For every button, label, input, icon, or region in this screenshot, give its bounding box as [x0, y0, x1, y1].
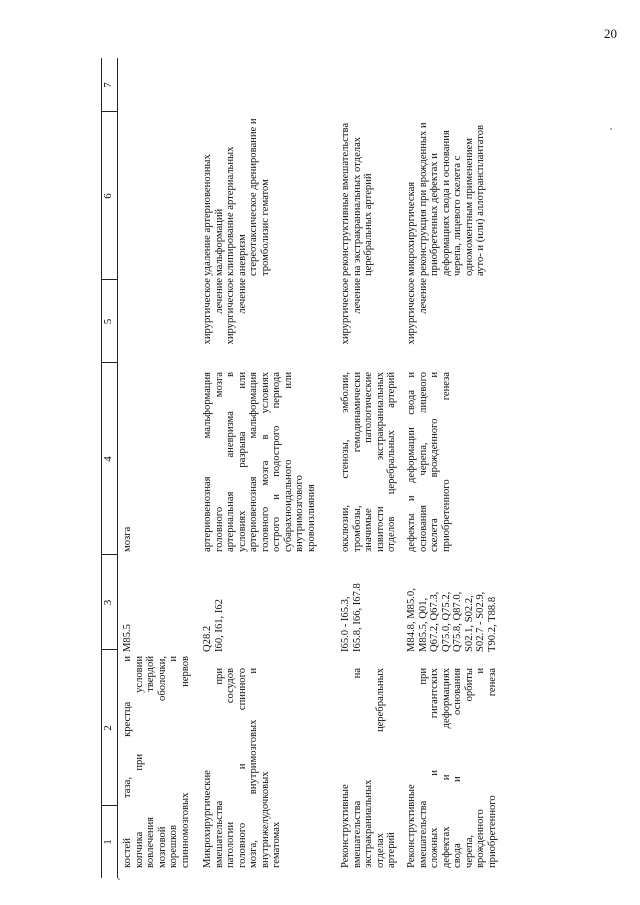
text-line: внутримозгового [294, 475, 305, 552]
block2-treatment [202, 278, 248, 366]
block4-service-name [406, 668, 498, 868]
text-line: основания черепа, лицевого [417, 372, 429, 552]
text-line: артериовенозная мальформация [248, 372, 259, 552]
text-line: кровоизлияния [305, 484, 317, 552]
column-number: 3 [102, 599, 114, 606]
text-line: лечение [236, 278, 248, 314]
text-line: условиях разрыва или [236, 372, 248, 552]
text-line: копчика при условии [133, 656, 145, 868]
block3-codes [340, 552, 363, 652]
column-number: 5 [102, 318, 114, 325]
text-line: удаление артериовенозных [202, 154, 213, 276]
text-line: отделов церебральных артерий [386, 372, 397, 552]
block3-method [340, 86, 375, 276]
text-line: одномоментным применением [463, 138, 475, 276]
text-line: сложных и гигантских [429, 668, 440, 868]
text-line: аневризм [236, 234, 248, 276]
text-line: деформациях свода и основания [440, 130, 452, 276]
text-line: Q75.0, Q75.2, [440, 591, 452, 652]
text-line: вмешательства при [213, 668, 225, 868]
text-line: микрохирургическая [406, 181, 417, 276]
text-line: вмешательства на [351, 668, 363, 868]
text-line: клипирование артериальных [225, 146, 236, 276]
text-line: врожденного и [475, 668, 486, 868]
text-line: мозговой оболочки, [156, 656, 168, 868]
text-line: S02.7 - S02.9, [475, 591, 486, 652]
text-line: реконструктивные вмешательства [340, 122, 351, 276]
column-number: 2 [102, 725, 114, 731]
block2-diagnosis [202, 372, 317, 552]
text-line: S02.1, S02.2, [463, 595, 475, 652]
block3-treatment [340, 278, 363, 366]
scan-speck [118, 878, 120, 880]
text-line: гематомах [271, 821, 282, 868]
text-line: T90.2, T88.8 [486, 596, 498, 652]
text-line: стереотаксическое дренирование и [248, 118, 259, 276]
text-line: лечение [213, 278, 225, 314]
text-line: артериальная аневризма в [225, 372, 236, 552]
text-line: черепа, лицевого скелета с [452, 155, 463, 276]
text-line: свода и основания [452, 668, 463, 868]
rotated-table [98, 58, 618, 878]
text-line: лечение [351, 278, 363, 314]
text-line: корешков и [168, 656, 179, 868]
text-line: лечение [417, 278, 429, 314]
text-line: приобретенного генеза [440, 372, 452, 552]
text-line: спинномозговых нервов [179, 656, 191, 868]
table-rule [117, 58, 118, 878]
text-line: ауто- и (или) аллотрансплантатов [475, 124, 486, 276]
text-line: извитости экстракраниальных [374, 372, 386, 552]
block1-diagnosis: мозга [122, 526, 133, 552]
text-line: субарахноидального или [282, 372, 294, 552]
text-line: M84.8, M85.0, [406, 588, 417, 652]
text-line: церебральных артерий [363, 173, 374, 276]
block2-service-name [202, 668, 283, 868]
text-line: тромбозы, гемодинамически [351, 372, 363, 552]
text-line: острого и подострого периода [271, 372, 282, 552]
block2-codes [202, 572, 225, 652]
text-line: хирургическое [340, 278, 351, 345]
text-line: Реконструктивные [340, 784, 351, 868]
text-line: Q28.2 [202, 625, 213, 652]
text-line: вовлечения твердой [145, 656, 156, 868]
page-number: 20 [604, 26, 617, 41]
block4-method [406, 84, 487, 276]
block4-diagnosis [406, 372, 452, 552]
block4-codes [406, 552, 498, 652]
text-line: Q75.8, Q87.0, [452, 591, 463, 652]
text-line: мозга, внутримозговых и [248, 668, 259, 868]
text-line: вмешательства при [417, 668, 429, 868]
block3-service-name [340, 668, 398, 868]
text-line: мальформаций [213, 208, 225, 276]
text-line: Реконструктивные [406, 784, 417, 868]
text-line: дефекты и деформации свода и [406, 372, 417, 552]
text-line: дефектах и деформациях [440, 668, 452, 868]
text-line: тромболизис гематом [259, 179, 271, 276]
text-line: головного и спинного [236, 668, 248, 868]
block3-diagnosis [340, 372, 398, 552]
text-line: внутрижелудочковых [259, 771, 271, 868]
text-line: патологии сосудов [225, 668, 236, 868]
text-line: значимые патологические [363, 372, 374, 552]
block1-code: M85.5 [122, 624, 133, 652]
text-line: Микрохирургические [202, 770, 213, 868]
block4-treatment [406, 278, 429, 366]
text-line: I65.0 - I65.3, [340, 596, 351, 652]
column-number: 7 [102, 82, 114, 88]
text-line: Q67.2, Q67.3, [429, 591, 440, 652]
column-number: 4 [102, 456, 114, 462]
text-line: реконструкция при врожденных и [417, 122, 429, 276]
block1-service-name [122, 656, 191, 868]
text-line: приобретенных дефектах и [429, 153, 440, 276]
text-line: отделах церебральных [374, 668, 386, 868]
text-line: M85.5, Q01, [417, 597, 429, 652]
text-line: хирургическое [406, 278, 417, 345]
column-number: 1 [102, 839, 114, 845]
text-line: I60, I61, I62 [213, 599, 225, 652]
text-line: головного мозга в условиях [259, 372, 271, 552]
text-line: экстракраниальных [363, 779, 374, 868]
text-line: головного мозга [213, 372, 225, 552]
text-line: черепа, орбиты [463, 668, 475, 868]
text-line: хирургическое [202, 278, 213, 345]
block2-method [202, 86, 271, 276]
text-line: I65.8, I66, I67.8 [351, 583, 363, 652]
text-line: костей таза, крестца и [122, 656, 133, 868]
text-line: артериовенозная мальформация [202, 372, 213, 552]
text-line: хирургическое [225, 278, 236, 345]
text-line: артерий [386, 832, 397, 868]
text-line: окклюзии, стенозы, эмболии, [340, 372, 351, 552]
column-number: 6 [102, 193, 114, 199]
text-line: приобретенного генеза [486, 668, 498, 868]
text-line: скелета врожденного и [429, 372, 440, 552]
text-line: на экстракраниальных отделах [351, 136, 363, 276]
